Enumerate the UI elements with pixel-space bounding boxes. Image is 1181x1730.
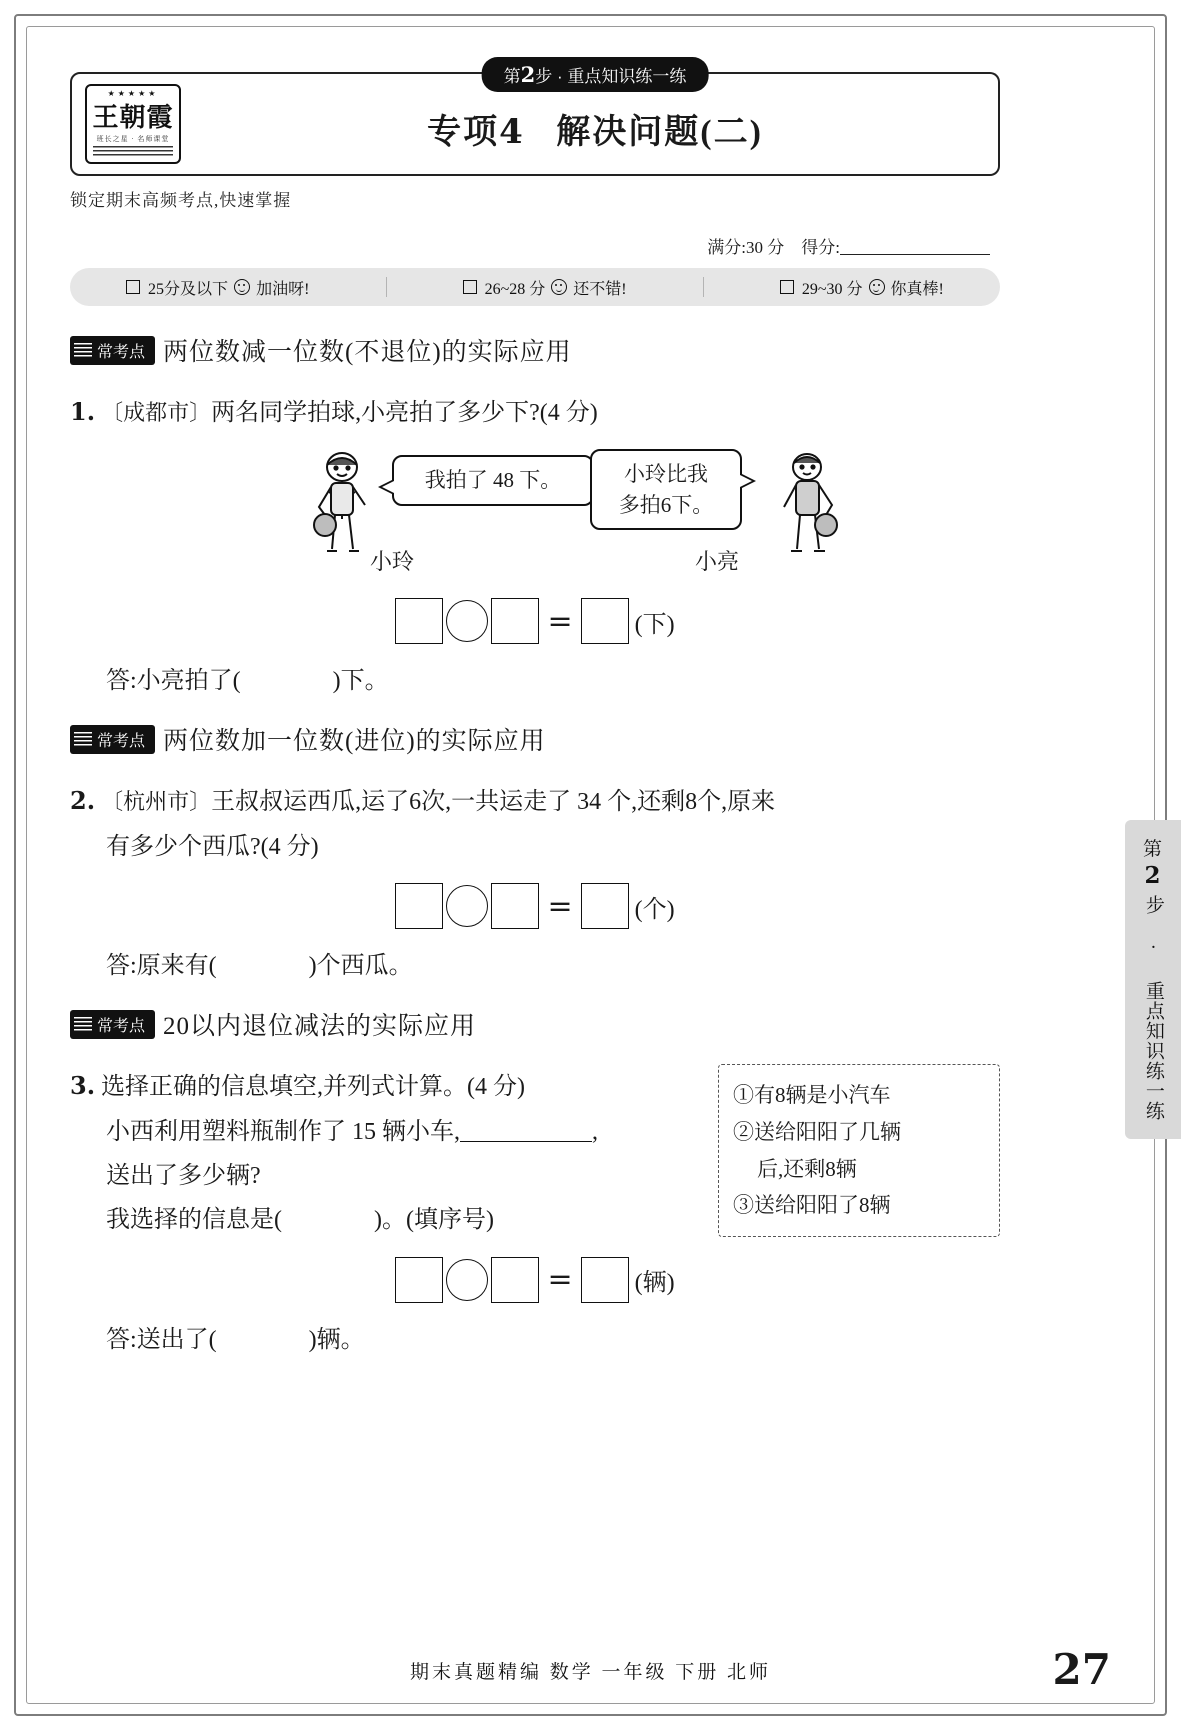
section-tag-label-3: 常考点 bbox=[97, 1017, 146, 1035]
question-3-info-card bbox=[718, 1064, 1000, 1237]
section-header-1 bbox=[70, 332, 1000, 368]
score-blank[interactable] bbox=[840, 237, 990, 255]
logo-name: 王朝霞 bbox=[92, 102, 174, 133]
boy-name-label: 小亮 bbox=[695, 549, 740, 575]
girl-name-label: 小玲 bbox=[370, 549, 415, 575]
divider bbox=[703, 277, 704, 297]
question-2-number: 2. bbox=[70, 786, 96, 816]
operator-circle[interactable] bbox=[446, 600, 488, 642]
rating-option-0[interactable] bbox=[126, 276, 309, 299]
question-1-city: 〔成都市〕 bbox=[101, 400, 212, 425]
divider bbox=[386, 277, 387, 297]
question-2-text-line1: 王叔叔运西瓜,运了6次,一共运走了 34 个,还剩8个,原来 bbox=[211, 789, 776, 816]
rating-range-1: 26~28 分 bbox=[484, 280, 546, 298]
question-3-equation bbox=[70, 1257, 1000, 1303]
answer-box[interactable] bbox=[491, 598, 539, 644]
operator-circle[interactable] bbox=[446, 1259, 488, 1301]
section-title-2: 两位数加一位数(进位)的实际应用 bbox=[163, 728, 546, 756]
title-box bbox=[192, 62, 1000, 176]
waves-icon bbox=[74, 1017, 92, 1031]
answer-box[interactable] bbox=[581, 883, 629, 929]
question-2-equation bbox=[70, 883, 1000, 929]
smiley-icon bbox=[234, 279, 250, 295]
question-1-answer-prefix: 答:小亮拍了( bbox=[106, 668, 241, 695]
title-prefix: 专项 bbox=[427, 114, 500, 151]
step-badge-suffix: 步 · 重点知识练一练 bbox=[535, 67, 687, 86]
question-3-answer-line bbox=[70, 1319, 1000, 1354]
step-badge bbox=[482, 57, 709, 92]
question-1-answer-line bbox=[70, 660, 1000, 695]
question-3-answer-prefix: 答:送出了( bbox=[106, 1326, 217, 1353]
question-1-text: 两名同学拍球,小亮拍了多少下?(4 分) bbox=[211, 400, 598, 426]
girl-illustration bbox=[305, 449, 379, 565]
speech-bubble-left-text: 我拍了 48 下。 bbox=[424, 468, 562, 493]
checkbox-icon[interactable] bbox=[780, 280, 794, 294]
page-title bbox=[192, 104, 998, 153]
answer-box[interactable] bbox=[581, 1257, 629, 1303]
waves-icon bbox=[74, 732, 92, 746]
section-header-2 bbox=[70, 721, 1000, 757]
section-title-1: 两位数减一位数(不退位)的实际应用 bbox=[163, 339, 572, 366]
boy-illustration bbox=[770, 449, 844, 565]
question-3-line2: 送出了多少辆? bbox=[106, 1162, 261, 1189]
info-card-item-0: ①有8辆是小汽车 bbox=[733, 1083, 891, 1108]
answer-box[interactable] bbox=[395, 598, 443, 644]
title-number: 4 bbox=[499, 112, 525, 152]
equals-sign: = bbox=[547, 1262, 573, 1298]
question-1-answer-suffix: )下。 bbox=[332, 668, 389, 695]
question-2-text-line2: 有多少个西瓜?(4 分) bbox=[106, 833, 319, 860]
section-tag-1 bbox=[70, 336, 155, 365]
question-3 bbox=[70, 1064, 730, 1243]
section-tag-3 bbox=[70, 1010, 155, 1039]
rating-range-0: 25分及以下 bbox=[148, 280, 229, 298]
section-tag-2 bbox=[70, 725, 155, 754]
logo-waves-icon bbox=[93, 146, 173, 158]
answer-box[interactable] bbox=[581, 598, 629, 644]
answer-box[interactable] bbox=[395, 1257, 443, 1303]
question-2-unit: (个) bbox=[634, 896, 675, 923]
speech-bubble-right-line1: 小玲比我 bbox=[624, 462, 708, 487]
side-tab-line1: 第 bbox=[1142, 839, 1163, 860]
rating-option-1[interactable] bbox=[463, 276, 627, 299]
section-title-3: 20以内退位减法的实际应用 bbox=[163, 1013, 477, 1041]
info-card-item-3: ③送给阳阳了8辆 bbox=[733, 1193, 891, 1218]
section-header-3 bbox=[70, 1006, 1000, 1042]
smiley-icon bbox=[869, 279, 885, 295]
bubble-tail-icon bbox=[740, 473, 756, 489]
rating-comment-1: 还不错! bbox=[573, 280, 627, 298]
rating-bar bbox=[70, 268, 1000, 306]
question-3-line3-a: 我选择的信息是( bbox=[106, 1207, 282, 1234]
question-1 bbox=[70, 390, 1000, 435]
question-3-unit: (辆) bbox=[634, 1270, 675, 1297]
section-tag-label-1: 常考点 bbox=[97, 343, 146, 361]
bubble-tail-icon bbox=[378, 479, 394, 495]
page-subtitle: 锁定期末高频考点,快速掌握 bbox=[70, 191, 292, 210]
score-line bbox=[70, 233, 1000, 258]
question-3-line3 bbox=[70, 1198, 730, 1242]
operator-circle[interactable] bbox=[446, 885, 488, 927]
question-2-answer-prefix: 答:原来有( bbox=[106, 953, 217, 980]
speech-bubble-left bbox=[392, 455, 594, 505]
answer-box[interactable] bbox=[395, 883, 443, 929]
answer-box[interactable] bbox=[491, 883, 539, 929]
question-2-city: 〔杭州市〕 bbox=[101, 789, 212, 815]
got-score-label: 得分: bbox=[801, 238, 840, 257]
full-score-label: 满分:30 分 bbox=[707, 238, 785, 257]
section-tag-label-2: 常考点 bbox=[97, 732, 146, 750]
question-3-line1-a: 小西利用塑料瓶制作了 15 辆小车, bbox=[106, 1118, 460, 1145]
rating-comment-0: 加油呀! bbox=[256, 280, 310, 298]
question-3-line1 bbox=[70, 1110, 730, 1154]
side-tab bbox=[1125, 820, 1181, 1139]
question-1-unit: (下) bbox=[634, 611, 675, 638]
question-2 bbox=[70, 779, 1000, 869]
logo-subtext: 班长之星 · 名师课堂 bbox=[96, 134, 170, 143]
question-1-equation bbox=[70, 598, 1000, 644]
step-badge-prefix: 第 bbox=[503, 67, 521, 86]
rating-range-2: 29~30 分 bbox=[801, 280, 863, 298]
waves-icon bbox=[74, 343, 92, 357]
logo-inner bbox=[85, 84, 181, 164]
question-3-text: 选择正确的信息填空,并列式计算。(4 分) bbox=[101, 1074, 526, 1101]
side-tab-number: 2 bbox=[1144, 861, 1162, 889]
equals-sign: = bbox=[547, 888, 573, 924]
fill-blank[interactable] bbox=[460, 1121, 592, 1142]
page-footer bbox=[70, 1645, 1111, 1694]
side-tab-line3: 步 · 重点知识练一练 bbox=[1142, 894, 1164, 1121]
speech-bubble-right bbox=[590, 449, 742, 530]
question-2-answer-line bbox=[70, 945, 1000, 980]
page-header bbox=[70, 62, 1000, 178]
footer-text: 期末真题精编 数学 一年级 下册 北师 bbox=[409, 1662, 771, 1683]
equals-sign: = bbox=[547, 603, 573, 639]
page-number: 27 bbox=[1052, 1645, 1111, 1694]
info-card-item-1: ②送给阳阳了几辆 bbox=[733, 1119, 901, 1144]
checkbox-icon[interactable] bbox=[126, 280, 140, 294]
answer-box[interactable] bbox=[491, 1257, 539, 1303]
question-1-number: 1. bbox=[70, 397, 96, 426]
info-card-item-2: 后,还剩8辆 bbox=[757, 1156, 857, 1181]
speech-bubble-right-line2: 多拍6下。 bbox=[618, 492, 714, 517]
step-badge-number: 2 bbox=[520, 62, 536, 87]
question-3-line1-b: , bbox=[592, 1118, 598, 1145]
question-2-answer-suffix: )个西瓜。 bbox=[308, 953, 413, 980]
title-main: 解决问题(二) bbox=[556, 114, 763, 151]
rating-option-2[interactable] bbox=[780, 276, 944, 299]
rating-comment-2: 你真棒! bbox=[890, 280, 944, 298]
publisher-logo bbox=[70, 72, 196, 176]
logo-stars-icon: ★★★★★ bbox=[107, 89, 159, 98]
question-3-answer-suffix: )辆。 bbox=[308, 1326, 365, 1353]
question-3-line3-b: )。(填序号) bbox=[374, 1207, 494, 1234]
question-1-illustration bbox=[70, 449, 1000, 584]
checkbox-icon[interactable] bbox=[463, 280, 477, 294]
question-3-number: 3. bbox=[70, 1071, 96, 1101]
question-3-wrapper bbox=[70, 1064, 1000, 1243]
page-content bbox=[70, 62, 1000, 1354]
smiley-icon bbox=[551, 279, 567, 295]
